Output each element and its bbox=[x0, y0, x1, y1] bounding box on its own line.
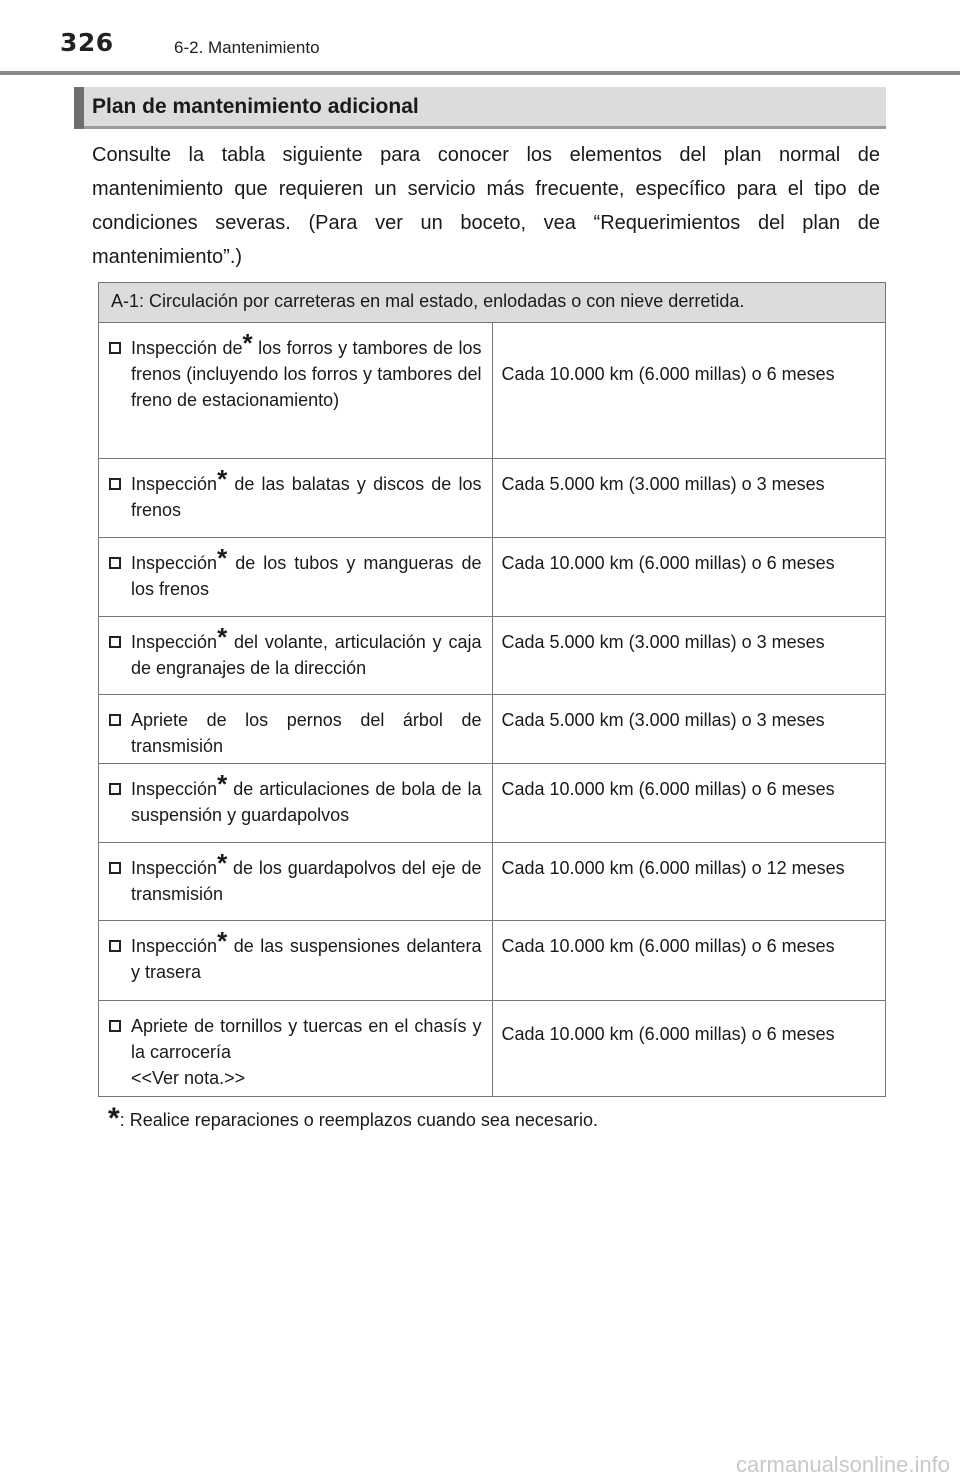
interval-cell: Cada 10.000 km (6.000 millas) o 6 meses bbox=[492, 764, 886, 843]
item-text-rest: de los tubos y mangueras de los frenos bbox=[131, 553, 482, 599]
item-text-rest: de las suspensiones delantera y trasera bbox=[131, 936, 482, 982]
maintenance-item-text bbox=[131, 543, 482, 602]
maintenance-item-cell bbox=[99, 459, 493, 538]
item-text-main: Apriete de los pernos del árbol de transmisión bbox=[131, 710, 482, 756]
interval-cell: Cada 10.000 km (6.000 millas) o 12 meses bbox=[492, 843, 886, 921]
footnote bbox=[108, 1102, 598, 1136]
item-text-main: Inspección bbox=[131, 779, 218, 799]
checkbox-square-icon bbox=[109, 478, 121, 490]
maintenance-item-text bbox=[131, 769, 482, 828]
heading-accent-bar bbox=[74, 87, 84, 129]
header-rule bbox=[0, 71, 960, 75]
maintenance-item-text bbox=[131, 464, 482, 523]
section-heading bbox=[74, 87, 886, 129]
maintenance-item-cell bbox=[99, 538, 493, 617]
table-row bbox=[99, 1001, 886, 1097]
section-title: Plan de mantenimiento adicional bbox=[92, 95, 419, 118]
maintenance-item-cell bbox=[99, 764, 493, 843]
item-text-main: Inspección bbox=[131, 553, 218, 573]
watermark: carmanualsonline.info bbox=[735, 1452, 950, 1477]
interval-cell: Cada 10.000 km (6.000 millas) o 6 meses bbox=[492, 538, 886, 617]
checkbox-square-icon bbox=[109, 636, 121, 648]
interval-cell: Cada 10.000 km (6.000 millas) o 6 meses bbox=[492, 1001, 886, 1097]
asterisk-marker: * bbox=[217, 848, 228, 878]
maintenance-item-text bbox=[131, 926, 482, 985]
item-text-main: Inspección bbox=[131, 936, 218, 956]
asterisk-marker: * bbox=[217, 769, 228, 799]
checklist-item bbox=[109, 769, 482, 828]
checkbox-square-icon bbox=[109, 714, 121, 726]
interval-cell: Cada 5.000 km (3.000 millas) o 3 meses bbox=[492, 695, 886, 764]
item-text-rest: de los guardapolvos del eje de transmisión bbox=[131, 858, 482, 904]
item-text-rest: del volante, articulación y caja de engranajes de la dirección bbox=[131, 632, 482, 678]
table-row bbox=[99, 538, 886, 617]
item-text-rest: de articulaciones de bola de la suspensión y guardapolvos bbox=[131, 779, 482, 825]
table-row bbox=[99, 323, 886, 459]
checkbox-square-icon bbox=[109, 862, 121, 874]
checklist-item bbox=[109, 707, 482, 759]
see-note-reference: <<Ver nota.>> bbox=[131, 1068, 246, 1088]
checkbox-square-icon bbox=[109, 557, 121, 569]
page-header bbox=[0, 0, 960, 78]
item-text-rest: de las balatas y discos de los frenos bbox=[131, 474, 482, 520]
asterisk-marker: * bbox=[242, 328, 253, 358]
checklist-item bbox=[109, 926, 482, 985]
table-row bbox=[99, 459, 886, 538]
interval-cell: Cada 5.000 km (3.000 millas) o 3 meses bbox=[492, 459, 886, 538]
item-text-main: Inspección de bbox=[131, 338, 243, 358]
maintenance-item-text bbox=[131, 707, 482, 759]
maintenance-item-text bbox=[131, 622, 482, 681]
item-text-rest: los forros y tambores de los frenos (incluyendo los forros y tambores del freno de estacionamiento) bbox=[131, 338, 482, 410]
item-text-main: Apriete de tornillos y tuercas en el chasís y la carrocería bbox=[131, 1016, 482, 1062]
table-row bbox=[99, 617, 886, 695]
section-reference: 6-2. Mantenimiento bbox=[174, 38, 320, 57]
table-row bbox=[99, 695, 886, 764]
interval-cell: Cada 10.000 km (6.000 millas) o 6 meses bbox=[492, 921, 886, 1001]
item-text-main: Inspección bbox=[131, 858, 218, 878]
asterisk-marker: * bbox=[217, 464, 228, 494]
checklist-item bbox=[109, 1013, 482, 1091]
table-row bbox=[99, 764, 886, 843]
maintenance-item-cell bbox=[99, 921, 493, 1001]
checklist-item bbox=[109, 622, 482, 681]
condition-cell: A-1: Circulación por carreteras en mal estado, enlodadas o con nieve derretida. bbox=[99, 283, 886, 323]
condition-row bbox=[99, 283, 886, 323]
maintenance-item-cell bbox=[99, 1001, 493, 1097]
checklist-item bbox=[109, 328, 482, 413]
maintenance-item-cell bbox=[99, 843, 493, 921]
checkbox-square-icon bbox=[109, 783, 121, 795]
asterisk-marker: * bbox=[217, 926, 228, 956]
footnote-asterisk: * bbox=[108, 1102, 120, 1135]
maintenance-item-text bbox=[131, 1013, 482, 1091]
table-row bbox=[99, 843, 886, 921]
asterisk-marker: * bbox=[217, 543, 228, 573]
intro-paragraph: Consulte la tabla siguiente para conocer los elementos del plan normal de mantenimiento que requieren un servicio más frecuente, específico para el tipo de condiciones severas. (Para ver un boceto, vea “Requerimientos del plan de mantenimiento”.) bbox=[92, 144, 880, 268]
maintenance-table bbox=[98, 282, 886, 1097]
maintenance-item-text bbox=[131, 328, 482, 413]
checklist-item bbox=[109, 464, 482, 523]
item-text-main: Inspección bbox=[131, 474, 218, 494]
interval-cell: Cada 5.000 km (3.000 millas) o 3 meses bbox=[492, 617, 886, 695]
asterisk-marker: * bbox=[217, 622, 228, 652]
checkbox-square-icon bbox=[109, 940, 121, 952]
checklist-item bbox=[109, 848, 482, 907]
maintenance-item-cell bbox=[99, 323, 493, 459]
maintenance-item-text bbox=[131, 848, 482, 907]
page-number: 326 bbox=[60, 28, 114, 57]
maintenance-item-cell bbox=[99, 695, 493, 764]
checklist-item bbox=[109, 543, 482, 602]
checkbox-square-icon bbox=[109, 1020, 121, 1032]
interval-cell: Cada 10.000 km (6.000 millas) o 6 meses bbox=[492, 323, 886, 459]
checkbox-square-icon bbox=[109, 342, 121, 354]
table-row bbox=[99, 921, 886, 1001]
maintenance-item-cell bbox=[99, 617, 493, 695]
footnote-text: : Realice reparaciones o reemplazos cuando sea necesario. bbox=[119, 1110, 598, 1130]
item-text-main: Inspección bbox=[131, 632, 218, 652]
